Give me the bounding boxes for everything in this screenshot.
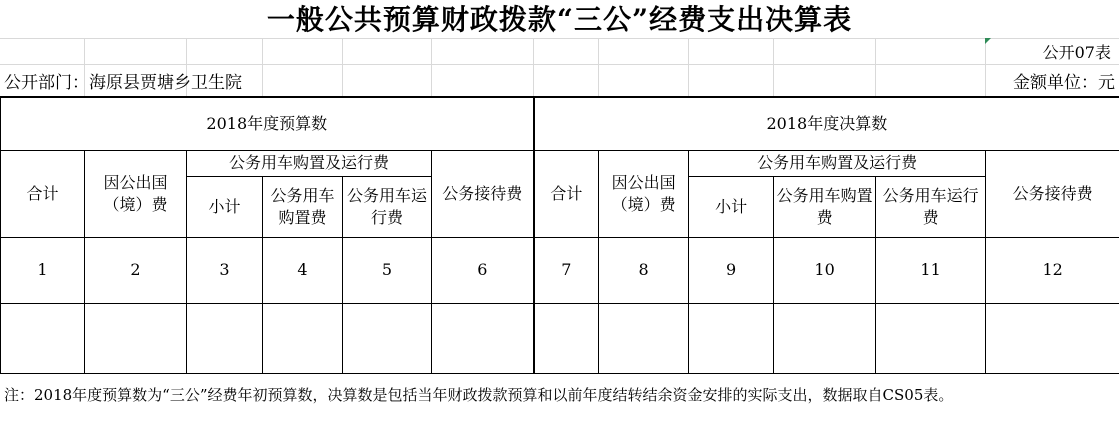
column-number: 4 [263,237,343,303]
value-cell[interactable] [534,303,599,373]
column-number: 10 [774,237,876,303]
budget-vehicle-group-header: 公务用车购置及运行费 [187,150,432,176]
value-cell[interactable] [689,303,774,373]
column-number: 8 [599,237,689,303]
value-cell[interactable] [343,303,432,373]
final-vehicle-purchase-header: 公务用车购置费 [774,176,876,237]
footnote: 注：2018年度预算数为“三公”经费年初预算数，决算数是包括当年财政拨款预算和以前年度结转结余资金安排的实际支出，数据取自CS05表。 [4,386,954,404]
value-cell[interactable] [85,303,187,373]
column-number: 9 [689,237,774,303]
budget-vehicle-operation-header: 公务用车运行费 [343,176,432,237]
value-cell[interactable] [599,303,689,373]
column-number: 2 [85,237,187,303]
budget-subtotal-header: 小计 [187,176,263,237]
final-vehicle-operation-header: 公务用车运行费 [876,176,986,237]
value-cell[interactable] [774,303,876,373]
column-number: 6 [432,237,534,303]
final-subtotal-header: 小计 [689,176,774,237]
value-cell[interactable] [1,303,85,373]
cell-comment-marker [985,38,991,44]
column-number: 7 [534,237,599,303]
value-cell[interactable] [263,303,343,373]
value-cell[interactable] [986,303,1119,373]
value-cell[interactable] [187,303,263,373]
amount-unit-label: 金额单位：元 [1013,73,1115,93]
column-number: 11 [876,237,986,303]
budget-abroad-header: 因公出国（境）费 [85,150,187,237]
budget-vehicle-purchase-header: 公务用车购置费 [263,176,343,237]
final-reception-header: 公务接待费 [986,150,1119,237]
final-group-header: 2018年度决算数 [534,97,1119,150]
department-label: 公开部门：海原县贾塘乡卫生院 [4,73,242,93]
expenditure-table [0,96,1119,374]
form-number: 公开07表 [1042,43,1111,62]
report-title: 一般公共预算财政拨款“三公”经费支出决算表 [266,3,853,36]
column-number: 5 [343,237,432,303]
value-cell[interactable] [876,303,986,373]
column-number: 12 [986,237,1119,303]
budget-total-header: 合计 [1,150,85,237]
final-total-header: 合计 [534,150,599,237]
final-vehicle-group-header: 公务用车购置及运行费 [689,150,986,176]
budget-reception-header: 公务接待费 [432,150,534,237]
value-cell[interactable] [432,303,534,373]
column-number: 1 [1,237,85,303]
budget-group-header: 2018年度预算数 [1,97,534,150]
final-abroad-header: 因公出国（境）费 [599,150,689,237]
column-number: 3 [187,237,263,303]
